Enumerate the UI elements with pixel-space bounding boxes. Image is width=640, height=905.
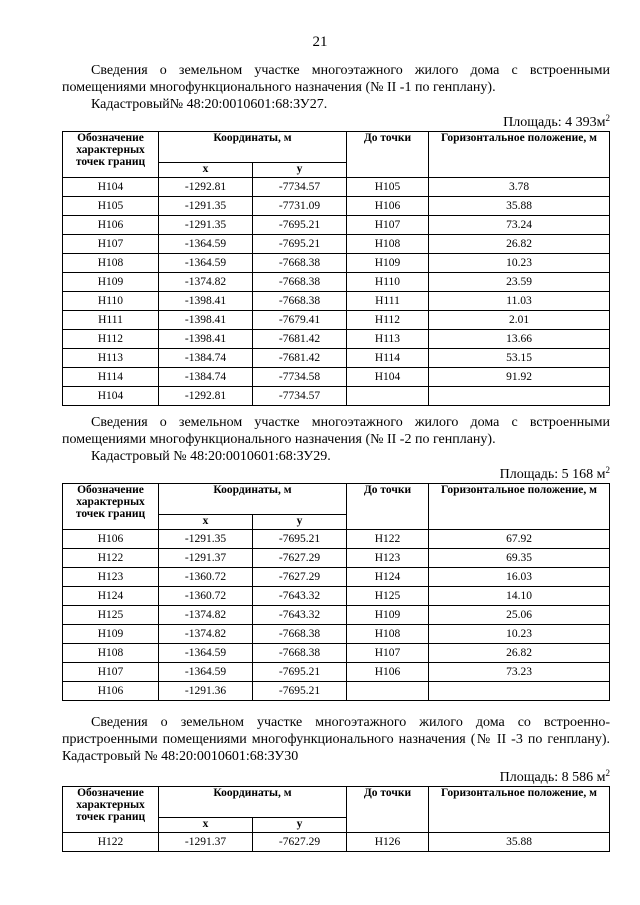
distance-cell: 10.23 (429, 625, 610, 644)
x-cell: -1291.36 (159, 682, 253, 701)
point-cell: Н110 (63, 292, 159, 311)
to-point-cell: Н106 (347, 663, 429, 682)
distance-cell (429, 387, 610, 406)
plot-description: Сведения о земельном участке многоэтажного жилого дома со встроенно-пристроенными помещениями многофункционального назначения (№ II -3 по генплану). Кадастровый № 48:20:0010601:68:ЗУ30 (62, 715, 610, 764)
header-point-label: Обозначение характерных точек границ (63, 484, 159, 530)
point-cell: Н106 (63, 682, 159, 701)
point-cell: Н106 (63, 216, 159, 235)
to-point-cell: Н111 (347, 292, 429, 311)
y-cell: -7668.38 (253, 254, 347, 273)
to-point-cell: Н107 (347, 644, 429, 663)
x-cell: -1360.72 (159, 587, 253, 606)
cadastral-number: Кадастровый№ 48:20:0010601:68:ЗУ27. (91, 97, 328, 112)
to-point-cell: Н105 (347, 178, 429, 197)
point-cell: Н113 (63, 349, 159, 368)
point-cell: Н123 (63, 568, 159, 587)
header-y: у (253, 818, 347, 833)
table-row (63, 330, 610, 349)
table-row (63, 311, 610, 330)
plot-section (62, 714, 610, 852)
table-header-row (63, 132, 610, 163)
header-coordinates: Координаты, м (159, 484, 347, 515)
coordinates-table (62, 131, 610, 406)
x-cell: -1384.74 (159, 368, 253, 387)
point-cell: Н109 (63, 625, 159, 644)
to-point-cell: Н107 (347, 216, 429, 235)
table-row (63, 663, 610, 682)
point-cell: Н122 (63, 833, 159, 852)
x-cell: -1291.35 (159, 216, 253, 235)
header-y: у (253, 163, 347, 178)
area-label: Площадь: 8 586 м (499, 770, 606, 785)
distance-cell: 73.24 (429, 216, 610, 235)
table-row (63, 682, 610, 701)
distance-cell: 26.82 (429, 644, 610, 663)
distance-cell: 16.03 (429, 568, 610, 587)
header-point-label: Обозначение характерных точек границ (63, 132, 159, 178)
area-label: Площадь: 4 393м (503, 115, 606, 130)
cadastral-number: Кадастровый № 48:20:0010601:68:ЗУ29. (91, 449, 331, 464)
distance-cell: 3.78 (429, 178, 610, 197)
header-x: х (159, 163, 253, 178)
distance-cell: 14.10 (429, 587, 610, 606)
x-cell: -1292.81 (159, 178, 253, 197)
area-unit-sup: 2 (605, 768, 610, 778)
table-row (63, 644, 610, 663)
table-header-row (63, 787, 610, 818)
header-x: х (159, 818, 253, 833)
header-point-label: Обозначение характерных точек границ (63, 787, 159, 833)
header-coordinates: Координаты, м (159, 787, 347, 818)
table-row (63, 368, 610, 387)
x-cell: -1291.37 (159, 833, 253, 852)
table-row (63, 273, 610, 292)
distance-cell: 69.35 (429, 549, 610, 568)
x-cell: -1374.82 (159, 273, 253, 292)
plot-area (62, 114, 610, 131)
header-horizontal: Горизонтальное положение, м (429, 484, 610, 530)
y-cell: -7668.38 (253, 292, 347, 311)
point-cell: Н108 (63, 644, 159, 663)
to-point-cell: Н113 (347, 330, 429, 349)
point-cell: Н111 (63, 311, 159, 330)
x-cell: -1398.41 (159, 292, 253, 311)
y-cell: -7627.29 (253, 549, 347, 568)
x-cell: -1364.59 (159, 663, 253, 682)
table-row (63, 254, 610, 273)
to-point-cell: Н109 (347, 254, 429, 273)
x-cell: -1374.82 (159, 625, 253, 644)
table-row (63, 587, 610, 606)
point-cell: Н124 (63, 587, 159, 606)
y-cell: -7681.42 (253, 330, 347, 349)
x-cell: -1291.37 (159, 549, 253, 568)
to-point-cell: Н106 (347, 197, 429, 216)
y-cell: -7695.21 (253, 663, 347, 682)
to-point-cell: Н110 (347, 273, 429, 292)
to-point-cell: Н124 (347, 568, 429, 587)
to-point-cell (347, 682, 429, 701)
point-cell: Н106 (63, 530, 159, 549)
to-point-cell: Н108 (347, 235, 429, 254)
point-cell: Н125 (63, 606, 159, 625)
y-cell: -7734.57 (253, 387, 347, 406)
distance-cell: 25.06 (429, 606, 610, 625)
to-point-cell: Н114 (347, 349, 429, 368)
to-point-cell: Н123 (347, 549, 429, 568)
point-cell: Н105 (63, 197, 159, 216)
distance-cell: 73.23 (429, 663, 610, 682)
distance-cell: 2.01 (429, 311, 610, 330)
point-cell: Н107 (63, 235, 159, 254)
plot-section (62, 62, 610, 406)
x-cell: -1291.35 (159, 530, 253, 549)
to-point-cell: Н126 (347, 833, 429, 852)
table-row (63, 625, 610, 644)
point-cell: Н122 (63, 549, 159, 568)
page-number: 21 (312, 34, 328, 50)
distance-cell: 13.66 (429, 330, 610, 349)
distance-cell: 35.88 (429, 833, 610, 852)
point-cell: Н114 (63, 368, 159, 387)
to-point-cell: Н108 (347, 625, 429, 644)
y-cell: -7695.21 (253, 216, 347, 235)
y-cell: -7627.29 (253, 833, 347, 852)
header-to-point: До точки (347, 787, 429, 833)
point-cell: Н104 (63, 387, 159, 406)
distance-cell: 91.92 (429, 368, 610, 387)
header-x: х (159, 515, 253, 530)
header-horizontal: Горизонтальное положение, м (429, 787, 610, 833)
plot-section (62, 414, 610, 701)
y-cell: -7695.21 (253, 235, 347, 254)
to-point-cell: Н125 (347, 587, 429, 606)
y-cell: -7643.32 (253, 587, 347, 606)
distance-cell (429, 682, 610, 701)
distance-cell: 53.15 (429, 349, 610, 368)
table-row (63, 833, 610, 852)
table-row (63, 387, 610, 406)
table-row (63, 197, 610, 216)
table-row (63, 549, 610, 568)
to-point-cell: Н109 (347, 606, 429, 625)
plot-area (62, 769, 610, 786)
header-horizontal: Горизонтальное положение, м (429, 132, 610, 178)
table-row (63, 568, 610, 587)
y-cell: -7668.38 (253, 625, 347, 644)
coordinates-table (62, 483, 610, 701)
header-to-point: До точки (347, 132, 429, 178)
point-cell: Н104 (63, 178, 159, 197)
point-cell: Н108 (63, 254, 159, 273)
y-cell: -7734.57 (253, 178, 347, 197)
area-label: Площадь: 5 168 м (499, 467, 606, 482)
y-cell: -7627.29 (253, 568, 347, 587)
y-cell: -7668.38 (253, 644, 347, 663)
table-row (63, 235, 610, 254)
table-row (63, 178, 610, 197)
to-point-cell: Н122 (347, 530, 429, 549)
x-cell: -1291.35 (159, 197, 253, 216)
x-cell: -1364.59 (159, 644, 253, 663)
x-cell: -1292.81 (159, 387, 253, 406)
plot-area (62, 466, 610, 483)
x-cell: -1360.72 (159, 568, 253, 587)
point-cell: Н112 (63, 330, 159, 349)
y-cell: -7681.42 (253, 349, 347, 368)
y-cell: -7679.41 (253, 311, 347, 330)
plot-description: Сведения о земельном участке многоэтажного жилого дома с встроенными помещениями многофункционального назначения (№ II -1 по генплану). (62, 63, 610, 95)
coordinates-table (62, 786, 610, 852)
distance-cell: 23.59 (429, 273, 610, 292)
plot-description: Сведения о земельном участке многоэтажного жилого дома с встроенными помещениями многофункционального назначения (№ II -2 по генплану). (62, 415, 610, 447)
x-cell: -1374.82 (159, 606, 253, 625)
table-row (63, 606, 610, 625)
table-row (63, 216, 610, 235)
to-point-cell: Н112 (347, 311, 429, 330)
point-cell: Н107 (63, 663, 159, 682)
y-cell: -7695.21 (253, 530, 347, 549)
point-cell: Н109 (63, 273, 159, 292)
to-point-cell (347, 387, 429, 406)
area-unit-sup: 2 (605, 113, 610, 123)
distance-cell: 26.82 (429, 235, 610, 254)
to-point-cell: Н104 (347, 368, 429, 387)
distance-cell: 67.92 (429, 530, 610, 549)
x-cell: -1384.74 (159, 349, 253, 368)
header-y: у (253, 515, 347, 530)
y-cell: -7731.09 (253, 197, 347, 216)
table-header-row (63, 484, 610, 515)
table-row (63, 530, 610, 549)
y-cell: -7668.38 (253, 273, 347, 292)
x-cell: -1364.59 (159, 254, 253, 273)
distance-cell: 11.03 (429, 292, 610, 311)
x-cell: -1398.41 (159, 311, 253, 330)
distance-cell: 35.88 (429, 197, 610, 216)
distance-cell: 10.23 (429, 254, 610, 273)
header-coordinates: Координаты, м (159, 132, 347, 163)
area-unit-sup: 2 (605, 465, 610, 475)
x-cell: -1398.41 (159, 330, 253, 349)
y-cell: -7695.21 (253, 682, 347, 701)
y-cell: -7643.32 (253, 606, 347, 625)
header-to-point: До точки (347, 484, 429, 530)
table-row (63, 292, 610, 311)
table-row (63, 349, 610, 368)
x-cell: -1364.59 (159, 235, 253, 254)
y-cell: -7734.58 (253, 368, 347, 387)
